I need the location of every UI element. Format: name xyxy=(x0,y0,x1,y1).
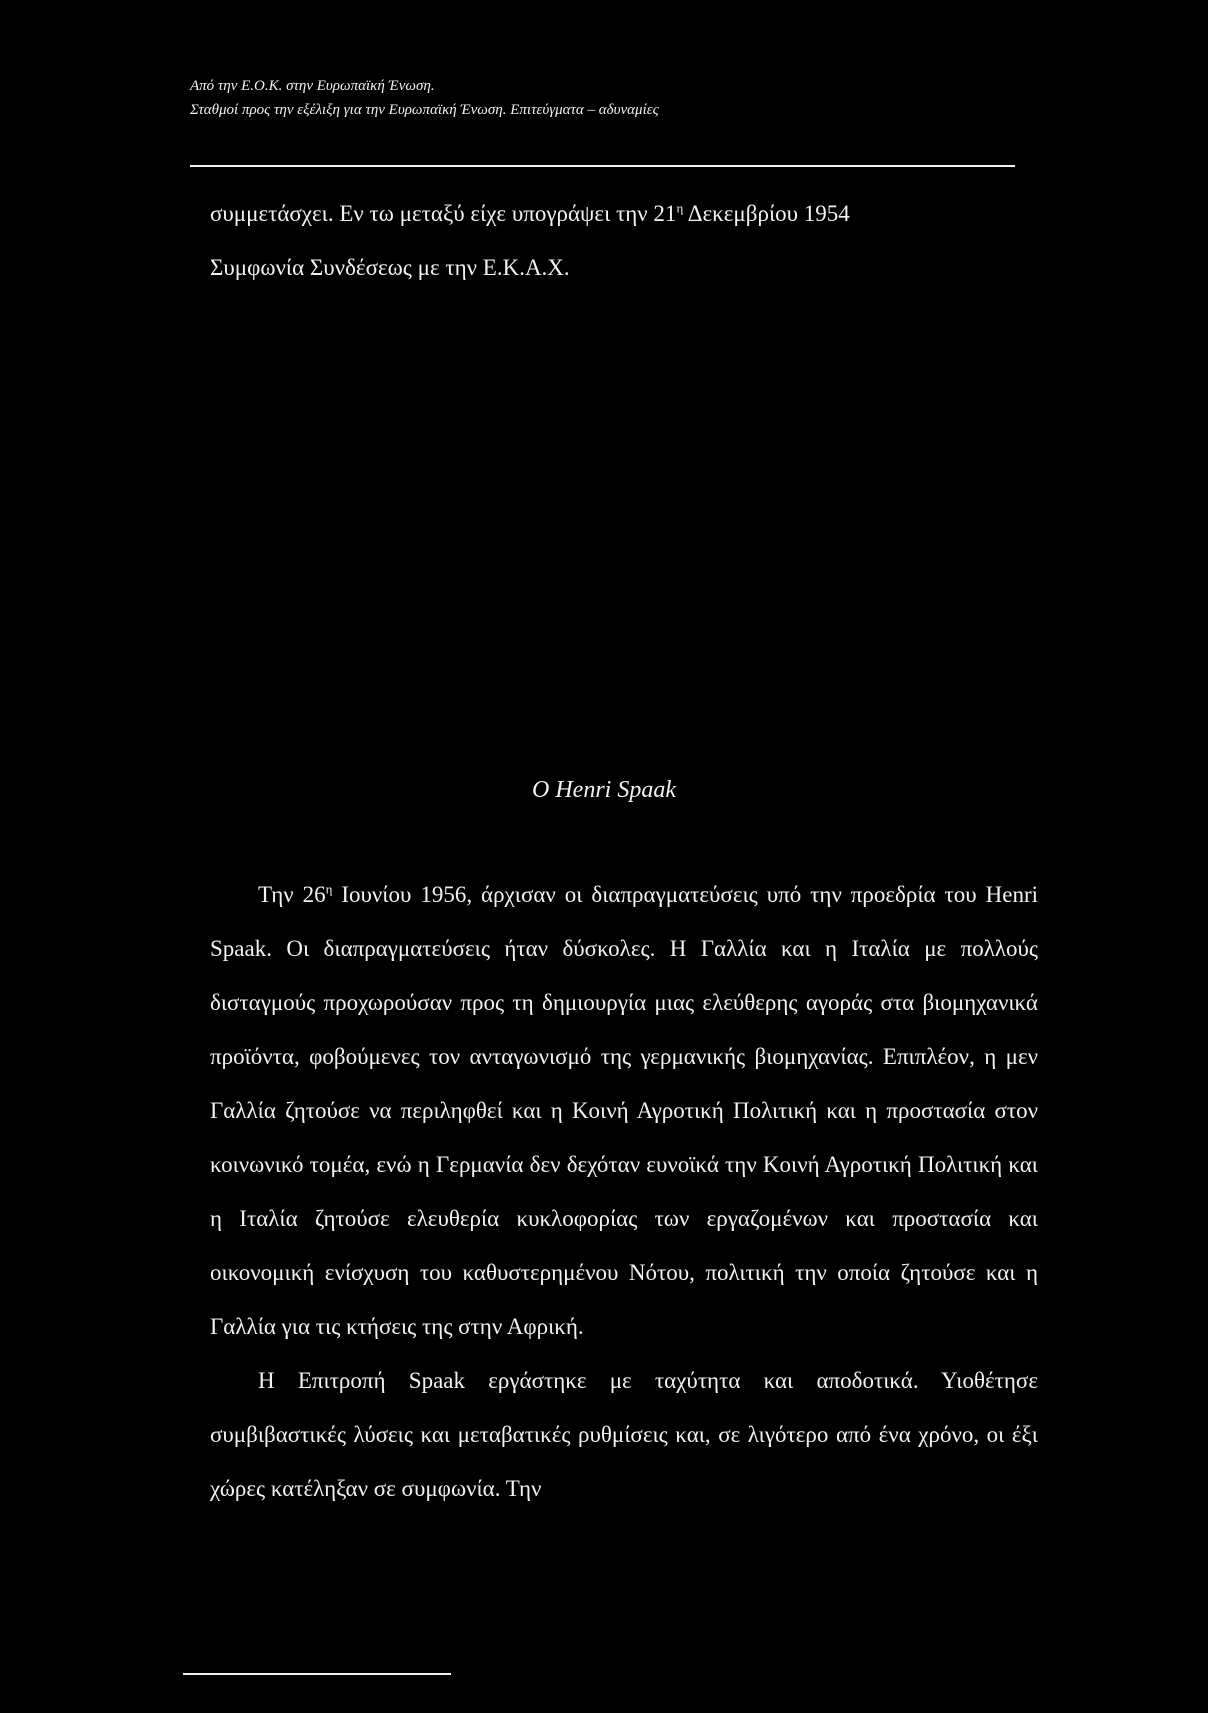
header-rule xyxy=(190,165,1015,167)
continuation-line-2: Συμφωνία Συνδέσεως με την Ε.Κ.Α.Χ. xyxy=(210,255,570,280)
ordinal-superscript: η xyxy=(676,200,684,216)
running-header-subtitle: Σταθμοί προς την εξέλιξη για την Ευρωπαϊκή Ένωση. Επιτεύγματα – αδυναμίες xyxy=(190,102,659,118)
continuation-line-1-text: συμμετάσχει. Εν τω μεταξύ είχε υπογράψει την 21 xyxy=(210,201,677,226)
continuation-line-1-end: Δεκεμβρίου 1954 xyxy=(683,201,850,226)
ordinal-superscript: η xyxy=(325,881,333,897)
continuation-text xyxy=(210,187,1038,295)
paragraph-1-rest: Ιουνίου 1956, άρχισαν οι διαπραγματεύσεις υπό την προεδρία του Henri Spaak. Οι διαπραγματεύσεις ήταν δύσκολες. Η Γαλλία και η Ιταλία με πολλούς δισταγμούς προχωρούσαν προς τη δημιουργία μιας ελεύθερης αγοράς στα βιομηχανικά προϊόντα, φοβούμενες τον ανταγωνισμό της γερμανικής βιομηχανίας. Επιπλέον, η μεν Γαλλία ζητούσε να περιληφθεί και η Κοινή Αγροτική Πολιτική και η προστασία στον κοινωνικό τομέα, ενώ η Γερμανία δεν δεχόταν ευνοϊκά την Κοινή Αγροτική Πολιτική και η Ιταλία ζητούσε ελευθερία κυκλοφορίας των εργαζομένων και προστασία και οικονομική ενίσχυση του καθυστερημένου Νότου, πολιτική την οποία ζητούσε και η Γαλλία για τις κτήσεις της στην Αφρική. xyxy=(210,882,1038,1339)
running-header-title: Από την Ε.Ο.Κ. στην Ευρωπαϊκή Ένωση. xyxy=(190,78,435,94)
continuation-line-1 xyxy=(210,187,1038,241)
body-text xyxy=(210,868,1038,1516)
paragraph-1 xyxy=(210,868,1038,1354)
footnote-rule xyxy=(183,1673,451,1675)
paragraph-1-start: Την 26 xyxy=(258,882,326,907)
paragraph-2: Η Επιτροπή Spaak εργάστηκε με ταχύτητα και αποδοτικά. Υιοθέτησε συμβιβαστικές λύσεις και μεταβατικές ρυθμίσεις και, σε λιγότερο από ένα χρόνο, οι έξι χώρες κατέληξαν σε συμφωνία. Την xyxy=(210,1368,1038,1501)
image-caption: O Henri Spaak xyxy=(532,777,676,803)
running-header xyxy=(190,74,659,122)
